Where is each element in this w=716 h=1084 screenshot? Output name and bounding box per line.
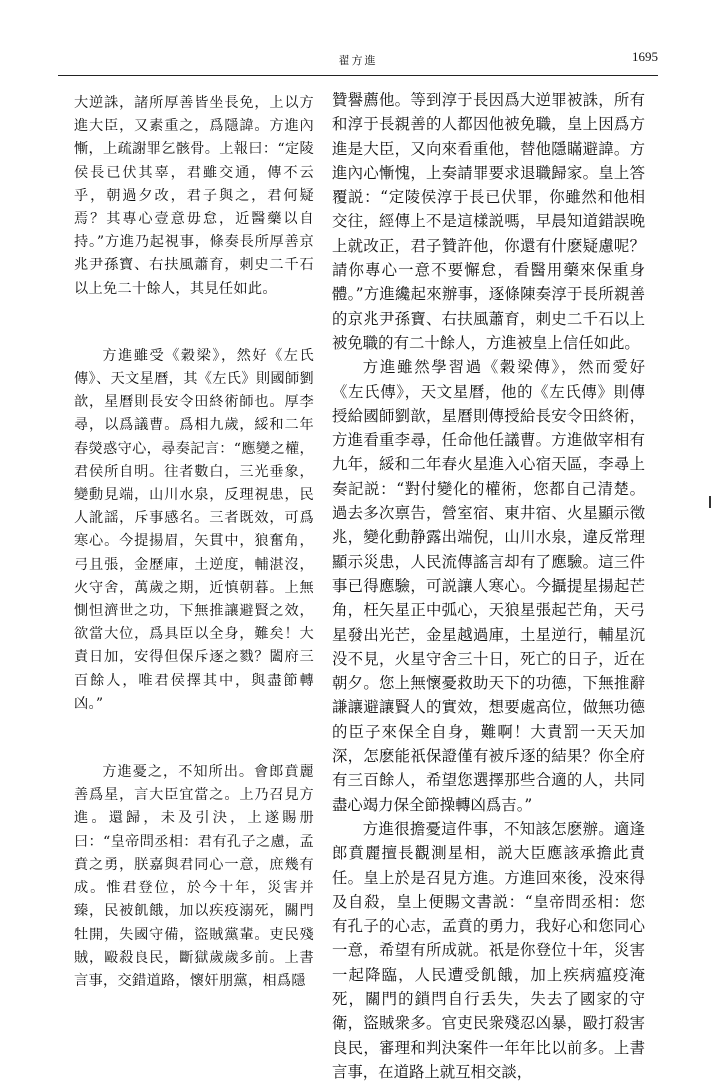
original-text-column: [74, 92, 314, 993]
original-paragraph: 方進雖受《穀梁》，然好《左氏傳》、天文星曆，其《左氏》則國師劉歆，星曆則長安令田終術師也。厚李尋，以爲議曹。爲相九歲，綏和二年春熒惑守心，尋奏記言：“應變之權，君侯所自明。往者數白，三光垂象，變動見端，山川水泉，反理視患，民人訛謡，斥事感名。三者既效，可爲寒心。今提揚眉，矢貫中，狼奮角，弓且張，金歷庫，土逆度，輔湛沒，火守舍，萬歲之期，近慎朝暮。上無惻怛濟世之功，下無推讓避賢之效，欲當大位，爲具臣以全身，難矣！大責日加，安得但保斥逐之戮？闔府三百餘人，唯君侯擇其中，與盡節轉凶。”: [74, 347, 314, 712]
translation-paragraph: 贊譽薦他。等到淳于長因爲大逆罪被誅，所有和淳于長親善的人都因他被免職，皇上因爲方進是大臣，又向來看重他，替他隱瞞避諱。方進內心慚愧，上奏請罪要求退職歸家。皇上答覆説：“定陵侯淳于長已伏罪，你雖然和他相交往，經傳上不是這樣説嗎，早晨知道錯誤晚上就改正，君子贊許他，你還有什麽疑慮呢？請你專心一意不要懈怠，看醫用藥來保重身體。”方進纔起來辦事，逐條陳奏淳于長所親善的京兆尹孫寶、右扶風蕭育，刺史二千石以上被免職的有二十餘人，方進被皇上信任如此。: [332, 91, 645, 352]
original-paragraph: 大逆誅，諸所厚善皆坐長免，上以方進大臣，又素重之，爲隱諱。方進內慚，上疏謝罪乞骸骨。上報曰：“定陵侯長已伏其辜，君雖交通，傳不云乎，朝過夕改，君子與之，君何疑焉？其專心壹意毋怠，近醫藥以自持。”方進乃起視事，條奏長所厚善京兆尹孫寶、右扶風蕭育，刺史二千石以上免二十餘人，其見任如此。: [74, 95, 314, 297]
header-title: 翟方進: [338, 54, 378, 67]
running-header: [58, 48, 658, 76]
scan-edge-mark: [709, 496, 711, 508]
page-number: 1695: [632, 49, 658, 64]
header-rule: [58, 75, 658, 76]
translation-paragraph: 方進雖然學習過《穀梁傳》，然而愛好《左氏傳》，天文星曆，他的《左氏傳》則傳授給國師劉歆，星曆則傳授給長安令田終術，方進看重李尋，任命他任議曹。方進做宰相有九年，綏和二年春火星進入心宿天區，李尋上奏記説：“對付變化的權術，您都自己清楚。過去多次禀告，營室宿、東井宿、火星顯示徵兆，變化動静露出端倪，山川水泉，違反常理顯示災患，人民流傳謠言却有了應驗。這三件事已得應驗，可説讓人寒心。今攝提星揚起芒角，枉矢星正中弧心，天狼星張起芒角，天弓星發出光芒，金星越過庫，土星逆行，輔星沉没不見，火星守舍三十日，死亡的日子，近在朝夕。您上無懷憂救助天下的功德，下無推辭謙讓避讓賢人的實效，想要處高位，做無功德的臣子來保全自身，難啊！大責罰一天天加深，怎麽能祇保證僅有被斥逐的結果？你全府有三百餘人，希望您選擇那些合適的人，共同盡心竭力保全節操轉凶爲吉。”: [332, 358, 645, 814]
translation-column: [332, 88, 645, 1084]
original-paragraph: 方進憂之，不知所出。會郎賁麗善爲星，言大臣宜當之。上乃召見方進。還歸，未及引決，上遂賜册曰：“皇帝問丞相：君有孔子之慮，孟賁之勇，朕嘉與君同心一意，庶幾有成。惟君登位，於今十年，災害并臻，民被飢餓，加以疾疫溺死，關門牡開，失國守備，盜賊黨輩。吏民殘賊，毆殺良民，斷獄歲歲多前。上書言事，交錯道路，懷奸朋黨，相爲隱: [74, 764, 314, 989]
translation-paragraph: 方進很擔憂這件事，不知該怎麽辦。適逢郎賁麗擅長觀測星相，説大臣應該承擔此責任。皇上於是召見方進。方進回來後，没來得及自殺，皇上便賜文書説：“皇帝問丞相：您有孔子的心志，孟賁的勇力，我好心和您同心一意，希望有所成就。祇是你登位十年，災害一起降臨，人民遭受飢餓，加上疾病瘟疫淹死，關門的鎖閂自行丢失，失去了國家的守衛，盜賊衆多。官吏民衆殘忍凶暴，毆打殺害良民，審理和判決案件一年年比以前多。上書言事，在道路上就互相交談，: [332, 819, 645, 1081]
